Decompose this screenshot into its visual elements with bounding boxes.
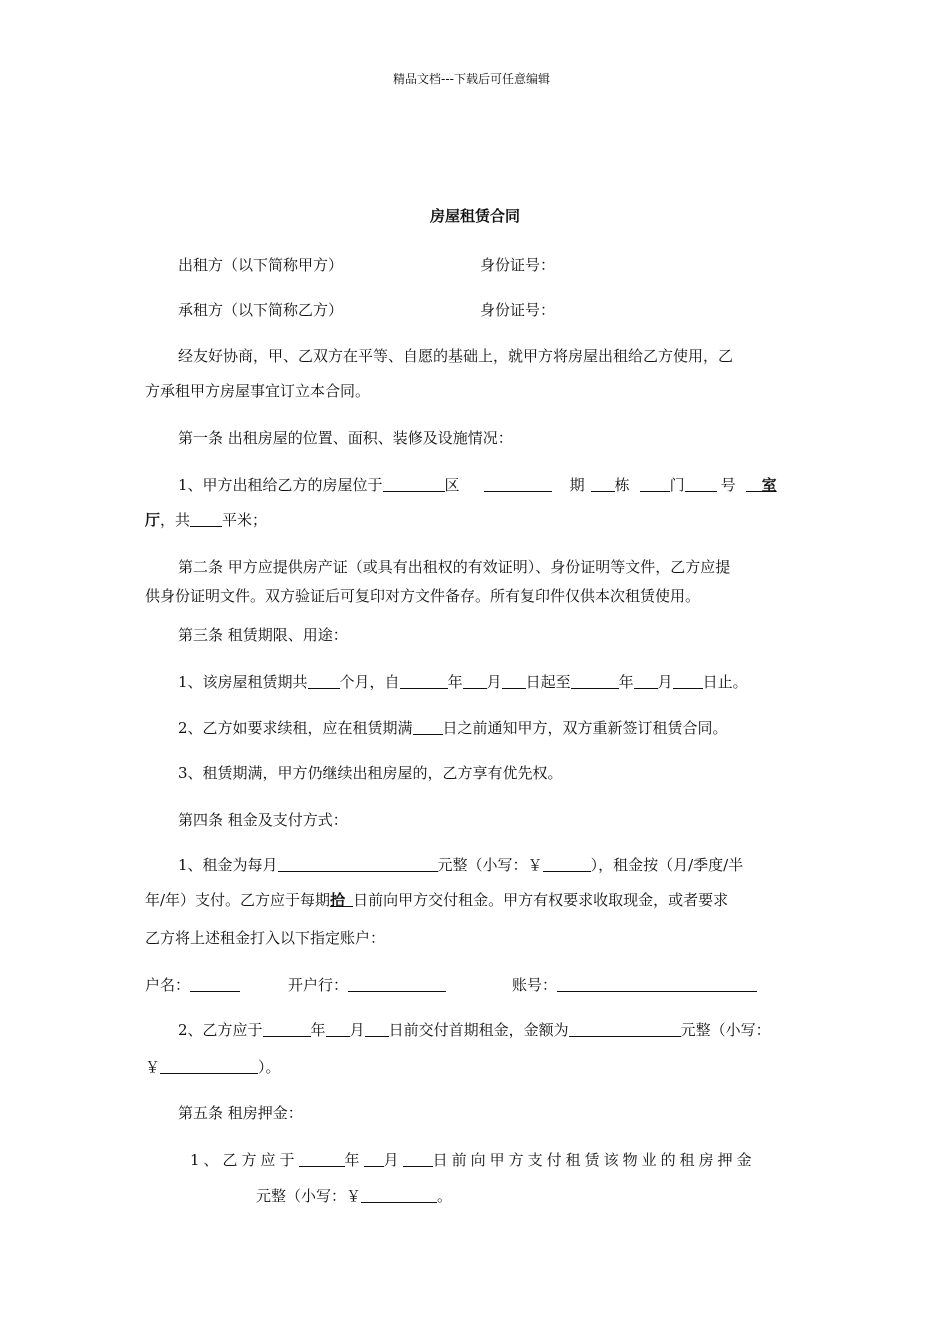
clause-text: 区 [444, 476, 460, 494]
deposit-year-blank [299, 1151, 345, 1167]
clause-text: 日之前通知甲方，双方重新签订租赁合同。 [442, 719, 728, 737]
clause-text: 月 [349, 1021, 365, 1039]
lessee-id-label: 身份证号： [480, 301, 556, 319]
months-blank [308, 673, 340, 689]
bank-blank [348, 976, 446, 992]
district-blank [383, 476, 445, 492]
lessor-id-label: 身份证号： [480, 256, 556, 274]
lessor-label: 出租方（以下简称甲方） [178, 256, 344, 274]
clause-text: ￥ [145, 1058, 161, 1076]
clause-text: 年 [310, 1021, 326, 1039]
clause-text: 月 [383, 1151, 403, 1169]
account-number-field [512, 975, 757, 995]
rent-digits-blank [543, 856, 591, 872]
room-blank [746, 476, 762, 492]
lessee-label: 承租方（以下简称乙方） [178, 301, 344, 319]
clause-text: 年 [447, 673, 463, 691]
page-header: 精品文档---下载后可任意编辑 [393, 72, 550, 86]
clause-text: 。 [437, 1187, 453, 1205]
document-title: 房屋租赁合同 [430, 207, 521, 225]
deposit-day-blank [403, 1151, 433, 1167]
clause-text: 室 [761, 476, 777, 494]
phase-blank [484, 476, 552, 492]
article-3-heading: 第三条 租赁期限、用途： [178, 626, 348, 644]
clause-text: 2、乙方应于 [178, 1021, 263, 1039]
first-pay-month-blank [326, 1021, 350, 1037]
account-name-field [145, 975, 240, 995]
clause-text: 1、租金为每月 [178, 856, 278, 874]
account-name-label: 户名： [145, 976, 191, 994]
account-name-blank [190, 976, 240, 992]
article-1-heading: 第一条 出租房屋的位置、面积、装修及设施情况： [178, 429, 513, 447]
article-4-clause-1-line-1 [178, 855, 743, 875]
clause-text: 元整（小写： [680, 1021, 771, 1039]
clause-text: 1、甲方出租给乙方的房屋位于 [178, 476, 383, 494]
article-1-clause-1-line-2 [145, 510, 267, 530]
clause-text: 年 [344, 1151, 364, 1169]
clause-text: 门 [669, 476, 685, 494]
number-blank [685, 476, 717, 492]
clause-text: 栋 [614, 476, 630, 494]
clause-text: 日起至 [525, 673, 571, 691]
monthly-rent-blank [278, 856, 438, 872]
intro-paragraph-line-2: 方承租甲方房屋事宜订立本合同。 [145, 382, 371, 400]
article-3-clause-1 [178, 672, 748, 692]
clause-text: ），租金按（月/季度/半 [590, 856, 744, 874]
first-pay-year-blank [263, 1021, 311, 1037]
clause-text: 个月，自 [339, 673, 400, 691]
clause-text: 日前向甲方交付租金。甲方有权要求收取现金，或者要求 [353, 891, 729, 909]
account-number-blank [557, 976, 757, 992]
article-1-clause-1-line-1 [178, 475, 777, 495]
article-3-clause-3: 3、租赁期满，甲方仍继续出租房屋的，乙方享有优先权。 [178, 764, 563, 782]
end-year-blank [571, 673, 619, 689]
clause-text: ，共 [160, 511, 191, 529]
clause-text: 元整（小写：￥ [437, 856, 543, 874]
clause-text: 月 [486, 673, 502, 691]
first-pay-amount-blank [569, 1021, 681, 1037]
article-4-heading: 第四条 租金及支付方式： [178, 811, 348, 829]
start-day-blank [502, 673, 526, 689]
article-2-line-2: 供身份证明文件。双方验证后可复印对方文件备存。所有复印件仅供本次租赁使用。 [145, 587, 701, 605]
article-5-clause-1-line-2 [256, 1186, 452, 1206]
clause-text: 元整（小写：￥ [256, 1187, 362, 1205]
clause-text: 1、乙方应于 [190, 1151, 299, 1169]
clause-text: 日前向甲方支付租赁该物业的租房押金 [432, 1151, 756, 1169]
clause-text: 日前交付首期租金，金额为 [388, 1021, 569, 1039]
clause-text: 年/年）支付。乙方应于每期 [145, 891, 331, 909]
start-year-blank [400, 673, 448, 689]
end-month-blank [634, 673, 658, 689]
unit-blank [640, 476, 670, 492]
article-4-clause-1-line-3: 乙方将上述租金打入以下指定账户： [145, 929, 386, 947]
area-blank [190, 511, 222, 527]
bank-label: 开户行： [288, 976, 349, 994]
notice-days-blank [413, 719, 443, 735]
clause-text: 年 [618, 673, 634, 691]
intro-paragraph-line-1: 经友好协商，甲、乙双方在平等、自愿的基础上，就甲方将房屋出租给乙方使用，乙 [178, 347, 734, 365]
account-number-label: 账号： [512, 976, 558, 994]
clause-text: 期 [569, 476, 585, 494]
article-4-clause-2-line-2 [145, 1057, 281, 1077]
clause-text: 平米； [222, 511, 268, 529]
building-blank [591, 476, 615, 492]
clause-text: 号 [720, 476, 736, 494]
deposit-month-blank [364, 1151, 384, 1167]
article-5-clause-1-line-1 [190, 1150, 756, 1170]
clause-text: 厅 [145, 511, 161, 529]
article-3-clause-2 [178, 718, 728, 738]
first-pay-digits-blank [160, 1058, 258, 1074]
bank-field [288, 975, 446, 995]
payment-day-value: 拾 [330, 891, 346, 909]
start-month-blank [463, 673, 487, 689]
clause-text: 2、乙方如要求续租，应在租赁期满 [178, 719, 413, 737]
clause-text: 日止。 [702, 673, 748, 691]
article-4-clause-1-line-2 [145, 890, 728, 910]
payment-day-blank [345, 891, 353, 907]
end-day-blank [673, 673, 703, 689]
deposit-digits-blank [361, 1187, 437, 1203]
clause-text: ）。 [258, 1058, 281, 1076]
article-5-heading: 第五条 租房押金： [178, 1104, 303, 1122]
first-pay-day-blank [365, 1021, 389, 1037]
clause-text: 1、该房屋租赁期共 [178, 673, 308, 691]
article-2-line-1: 第二条 甲方应提供房产证（或具有出租权的有效证明）、身份证明等文件，乙方应提 [178, 558, 731, 576]
article-4-clause-2-line-1 [178, 1020, 771, 1040]
clause-text: 月 [657, 673, 673, 691]
